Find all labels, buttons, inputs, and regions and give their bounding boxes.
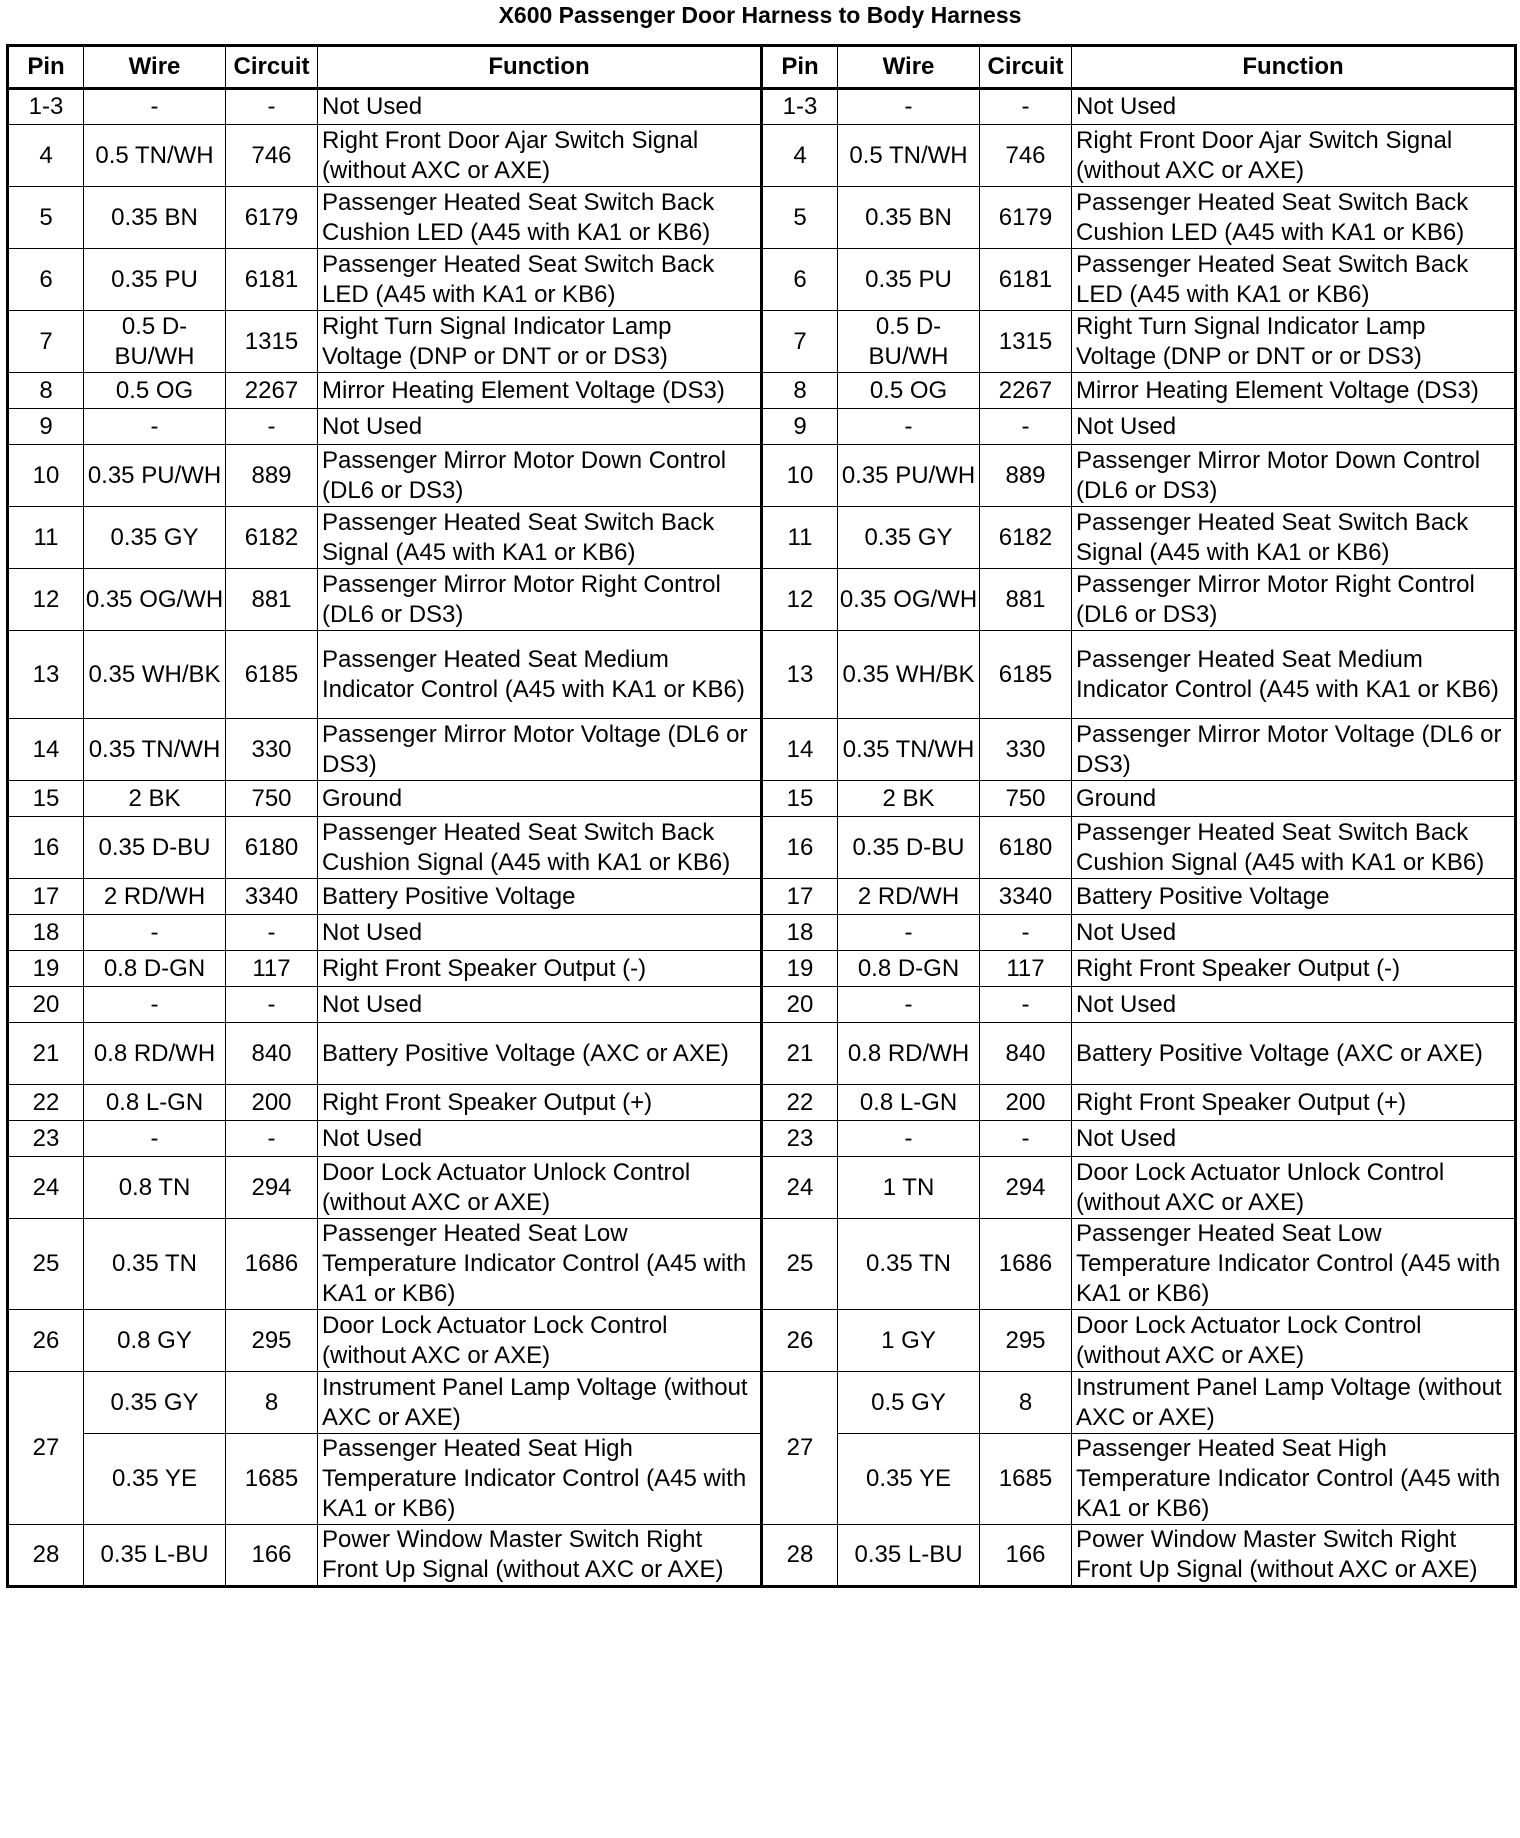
cell-function: Not Used	[1072, 89, 1516, 125]
cell-circuit: -	[226, 409, 318, 445]
cell-circuit: -	[226, 915, 318, 951]
cell-wire: 0.35 TN/WH	[84, 719, 226, 781]
cell-pin: 5	[762, 187, 838, 249]
cell-pin: 11	[762, 507, 838, 569]
cell-wire: 0.5 TN/WH	[838, 125, 980, 187]
cell-pin: 21	[762, 1023, 838, 1085]
cell-function: Not Used	[318, 409, 762, 445]
cell-function: Passenger Heated Seat Low Temperature Indicator Control (A45 with KA1 or KB6)	[1072, 1219, 1516, 1310]
cell-pin: 18	[762, 915, 838, 951]
cell-pin: 19	[762, 951, 838, 987]
cell-pin: 26	[762, 1310, 838, 1372]
cell-circuit: 881	[226, 569, 318, 631]
table-row	[8, 817, 1516, 879]
table-row	[8, 373, 1516, 409]
cell-circuit: 1685	[980, 1434, 1072, 1525]
cell-wire: 0.5 OG	[838, 373, 980, 409]
cell-pin: 9	[8, 409, 84, 445]
cell-pin: 20	[762, 987, 838, 1023]
col-header: Function	[1072, 46, 1516, 89]
cell-function: Not Used	[318, 987, 762, 1023]
cell-wire: -	[84, 409, 226, 445]
cell-circuit: 746	[980, 125, 1072, 187]
table-header-row	[8, 46, 1516, 89]
cell-circuit: 3340	[226, 879, 318, 915]
cell-circuit: -	[226, 987, 318, 1023]
cell-function: Passenger Heated Seat Low Temperature Indicator Control (A45 with KA1 or KB6)	[318, 1219, 762, 1310]
cell-wire: 0.35 TN	[838, 1219, 980, 1310]
cell-wire: 0.8 GY	[84, 1310, 226, 1372]
cell-wire: 0.35 BN	[84, 187, 226, 249]
cell-circuit: 1685	[226, 1434, 318, 1525]
table-row	[8, 507, 1516, 569]
cell-circuit: -	[226, 1121, 318, 1157]
table-row	[8, 1085, 1516, 1121]
table-row	[8, 1121, 1516, 1157]
cell-function: Not Used	[1072, 1121, 1516, 1157]
cell-function: Right Front Speaker Output (-)	[1072, 951, 1516, 987]
cell-pin: 4	[762, 125, 838, 187]
cell-function: Passenger Heated Seat High Temperature Indicator Control (A45 with KA1 or KB6)	[318, 1434, 762, 1525]
cell-circuit: 1315	[226, 311, 318, 373]
cell-circuit: 330	[980, 719, 1072, 781]
cell-pin: 24	[8, 1157, 84, 1219]
cell-circuit: 294	[226, 1157, 318, 1219]
cell-function: Passenger Heated Seat Medium Indicator Control (A45 with KA1 or KB6)	[1072, 631, 1516, 719]
cell-pin: 12	[8, 569, 84, 631]
cell-wire: 0.35 WH/BK	[838, 631, 980, 719]
cell-pin: 1-3	[8, 89, 84, 125]
cell-function: Not Used	[318, 915, 762, 951]
cell-wire: 0.35 PU	[84, 249, 226, 311]
col-header: Pin	[8, 46, 84, 89]
col-header: Function	[318, 46, 762, 89]
cell-wire: -	[838, 1121, 980, 1157]
cell-pin: 7	[762, 311, 838, 373]
cell-circuit: 2267	[980, 373, 1072, 409]
cell-wire: 0.5 GY	[838, 1372, 980, 1434]
cell-circuit: 1315	[980, 311, 1072, 373]
cell-circuit: -	[226, 89, 318, 125]
cell-wire: 0.35 D-BU	[838, 817, 980, 879]
cell-function: Passenger Heated Seat Switch Back Cushion LED (A45 with KA1 or KB6)	[1072, 187, 1516, 249]
cell-wire: -	[84, 987, 226, 1023]
cell-function: Passenger Heated Seat Switch Back Cushion Signal (A45 with KA1 or KB6)	[1072, 817, 1516, 879]
col-header: Wire	[838, 46, 980, 89]
cell-wire: 0.5 D-BU/WH	[838, 311, 980, 373]
cell-pin: 12	[762, 569, 838, 631]
cell-circuit: 750	[226, 781, 318, 817]
cell-function: Door Lock Actuator Unlock Control (without AXC or AXE)	[1072, 1157, 1516, 1219]
cell-wire: 0.35 BN	[838, 187, 980, 249]
cell-circuit: 6185	[226, 631, 318, 719]
cell-wire: 0.8 D-GN	[84, 951, 226, 987]
cell-pin: 10	[8, 445, 84, 507]
cell-circuit: 1686	[980, 1219, 1072, 1310]
table-row	[8, 409, 1516, 445]
cell-function: Passenger Heated Seat Switch Back LED (A45 with KA1 or KB6)	[318, 249, 762, 311]
table-row	[8, 125, 1516, 187]
cell-circuit: 294	[980, 1157, 1072, 1219]
cell-function: Passenger Mirror Motor Voltage (DL6 or DS3)	[318, 719, 762, 781]
cell-circuit: 295	[980, 1310, 1072, 1372]
table-row	[8, 719, 1516, 781]
cell-wire: 2 BK	[84, 781, 226, 817]
cell-function: Battery Positive Voltage (AXC or AXE)	[1072, 1023, 1516, 1085]
cell-pin: 23	[762, 1121, 838, 1157]
cell-function: Passenger Heated Seat Switch Back LED (A45 with KA1 or KB6)	[1072, 249, 1516, 311]
cell-function: Ground	[1072, 781, 1516, 817]
cell-wire: 0.8 D-GN	[838, 951, 980, 987]
cell-pin: 10	[762, 445, 838, 507]
cell-circuit: 8	[226, 1372, 318, 1434]
cell-pin: 20	[8, 987, 84, 1023]
cell-pin: 26	[8, 1310, 84, 1372]
cell-wire: -	[838, 987, 980, 1023]
table-row	[8, 311, 1516, 373]
cell-circuit: 6179	[980, 187, 1072, 249]
cell-circuit: 200	[226, 1085, 318, 1121]
cell-function: Not Used	[1072, 987, 1516, 1023]
cell-wire: 0.35 WH/BK	[84, 631, 226, 719]
cell-pin: 11	[8, 507, 84, 569]
table-row	[8, 915, 1516, 951]
cell-pin: 9	[762, 409, 838, 445]
table-row	[8, 249, 1516, 311]
cell-function: Passenger Heated Seat High Temperature Indicator Control (A45 with KA1 or KB6)	[1072, 1434, 1516, 1525]
cell-function: Right Front Door Ajar Switch Signal (without AXC or AXE)	[318, 125, 762, 187]
cell-wire: 0.8 RD/WH	[838, 1023, 980, 1085]
cell-circuit: 6185	[980, 631, 1072, 719]
cell-circuit: 881	[980, 569, 1072, 631]
cell-circuit: 117	[980, 951, 1072, 987]
table-row	[8, 987, 1516, 1023]
cell-wire: 0.5 OG	[84, 373, 226, 409]
cell-circuit: 6182	[226, 507, 318, 569]
cell-function: Passenger Heated Seat Switch Back Signal (A45 with KA1 or KB6)	[318, 507, 762, 569]
cell-function: Power Window Master Switch Right Front Up Signal (without AXC or AXE)	[318, 1525, 762, 1587]
cell-wire: 0.35 TN/WH	[838, 719, 980, 781]
cell-pin: 8	[762, 373, 838, 409]
cell-wire: 0.5 D-BU/WH	[84, 311, 226, 373]
cell-wire: 0.35 YE	[84, 1434, 226, 1525]
cell-pin: 14	[8, 719, 84, 781]
cell-wire: 0.8 L-GN	[84, 1085, 226, 1121]
cell-function: Door Lock Actuator Unlock Control (without AXC or AXE)	[318, 1157, 762, 1219]
cell-wire: 0.35 PU/WH	[84, 445, 226, 507]
cell-pin: 18	[8, 915, 84, 951]
table-row	[8, 445, 1516, 507]
cell-function: Battery Positive Voltage	[1072, 879, 1516, 915]
cell-function: Not Used	[1072, 915, 1516, 951]
cell-function: Passenger Heated Seat Switch Back Cushion LED (A45 with KA1 or KB6)	[318, 187, 762, 249]
cell-pin: 15	[8, 781, 84, 817]
cell-pin: 13	[8, 631, 84, 719]
cell-wire: 0.35 GY	[84, 507, 226, 569]
cell-circuit: 6181	[980, 249, 1072, 311]
table-row	[8, 1219, 1516, 1310]
cell-function: Not Used	[318, 89, 762, 125]
cell-function: Not Used	[1072, 409, 1516, 445]
cell-pin: 24	[762, 1157, 838, 1219]
cell-wire: 0.5 TN/WH	[84, 125, 226, 187]
cell-pin: 14	[762, 719, 838, 781]
cell-pin: 15	[762, 781, 838, 817]
cell-wire: 2 RD/WH	[838, 879, 980, 915]
cell-function: Passenger Mirror Motor Down Control (DL6 or DS3)	[318, 445, 762, 507]
cell-function: Right Turn Signal Indicator Lamp Voltage (DNP or DNT or or DS3)	[1072, 311, 1516, 373]
pinout-table	[6, 44, 1517, 1588]
cell-wire: 0.8 RD/WH	[84, 1023, 226, 1085]
table-row	[8, 951, 1516, 987]
cell-circuit: 6180	[980, 817, 1072, 879]
cell-pin: 28	[762, 1525, 838, 1587]
cell-circuit: 889	[980, 445, 1072, 507]
cell-function: Door Lock Actuator Lock Control (without AXC or AXE)	[318, 1310, 762, 1372]
table-row	[8, 781, 1516, 817]
cell-function: Instrument Panel Lamp Voltage (without AXC or AXE)	[318, 1372, 762, 1434]
cell-function: Right Front Speaker Output (+)	[1072, 1085, 1516, 1121]
cell-pin: 6	[762, 249, 838, 311]
cell-pin: 17	[762, 879, 838, 915]
col-header: Circuit	[226, 46, 318, 89]
cell-wire: 1 TN	[838, 1157, 980, 1219]
cell-function: Right Front Door Ajar Switch Signal (without AXC or AXE)	[1072, 125, 1516, 187]
cell-function: Right Turn Signal Indicator Lamp Voltage (DNP or DNT or or DS3)	[318, 311, 762, 373]
page-title: X600 Passenger Door Harness to Body Harness	[498, 2, 1022, 28]
cell-pin: 17	[8, 879, 84, 915]
cell-function: Passenger Mirror Motor Voltage (DL6 or DS3)	[1072, 719, 1516, 781]
cell-pin: 6	[8, 249, 84, 311]
cell-function: Passenger Mirror Motor Right Control (DL6 or DS3)	[318, 569, 762, 631]
cell-pin: 22	[762, 1085, 838, 1121]
cell-circuit: -	[980, 987, 1072, 1023]
cell-circuit: 330	[226, 719, 318, 781]
table-row	[8, 631, 1516, 719]
table-row	[8, 187, 1516, 249]
table-row	[8, 1525, 1516, 1587]
cell-wire: 0.8 TN	[84, 1157, 226, 1219]
cell-pin: 21	[8, 1023, 84, 1085]
cell-circuit: 889	[226, 445, 318, 507]
col-header: Pin	[762, 46, 838, 89]
cell-wire: -	[838, 89, 980, 125]
cell-circuit: 6182	[980, 507, 1072, 569]
cell-pin: 1-3	[762, 89, 838, 125]
cell-function: Passenger Heated Seat Switch Back Cushion Signal (A45 with KA1 or KB6)	[318, 817, 762, 879]
cell-circuit: 200	[980, 1085, 1072, 1121]
cell-pin: 7	[8, 311, 84, 373]
cell-circuit: 117	[226, 951, 318, 987]
cell-wire: 0.35 PU/WH	[838, 445, 980, 507]
cell-pin: 28	[8, 1525, 84, 1587]
cell-pin: 25	[8, 1219, 84, 1310]
cell-circuit: -	[980, 409, 1072, 445]
cell-wire: 0.35 GY	[84, 1372, 226, 1434]
cell-circuit: 166	[980, 1525, 1072, 1587]
cell-wire: -	[838, 915, 980, 951]
cell-circuit: 1686	[226, 1219, 318, 1310]
cell-pin: 8	[8, 373, 84, 409]
cell-function: Battery Positive Voltage (AXC or AXE)	[318, 1023, 762, 1085]
cell-circuit: -	[980, 915, 1072, 951]
table-row	[8, 1310, 1516, 1372]
cell-wire: -	[84, 915, 226, 951]
table-row	[8, 1157, 1516, 1219]
cell-pin: 5	[8, 187, 84, 249]
cell-function: Instrument Panel Lamp Voltage (without AXC or AXE)	[1072, 1372, 1516, 1434]
col-header: Circuit	[980, 46, 1072, 89]
cell-wire: 0.35 L-BU	[838, 1525, 980, 1587]
cell-circuit: 2267	[226, 373, 318, 409]
cell-circuit: 6181	[226, 249, 318, 311]
cell-function: Right Front Speaker Output (+)	[318, 1085, 762, 1121]
cell-wire: 2 RD/WH	[84, 879, 226, 915]
cell-circuit: -	[980, 89, 1072, 125]
cell-wire: -	[838, 409, 980, 445]
cell-function: Battery Positive Voltage	[318, 879, 762, 915]
cell-wire: 1 GY	[838, 1310, 980, 1372]
cell-wire: 0.35 GY	[838, 507, 980, 569]
cell-circuit: 295	[226, 1310, 318, 1372]
cell-circuit: 746	[226, 125, 318, 187]
cell-circuit: 840	[226, 1023, 318, 1085]
cell-function: Power Window Master Switch Right Front Up Signal (without AXC or AXE)	[1072, 1525, 1516, 1587]
cell-wire: 0.35 D-BU	[84, 817, 226, 879]
cell-wire: 0.35 OG/WH	[838, 569, 980, 631]
cell-function: Passenger Mirror Motor Right Control (DL6 or DS3)	[1072, 569, 1516, 631]
table-row	[8, 89, 1516, 125]
col-header: Wire	[84, 46, 226, 89]
table-row	[8, 569, 1516, 631]
cell-circuit: 750	[980, 781, 1072, 817]
cell-pin: 13	[762, 631, 838, 719]
cell-function: Passenger Heated Seat Switch Back Signal (A45 with KA1 or KB6)	[1072, 507, 1516, 569]
cell-circuit: 3340	[980, 879, 1072, 915]
table-row	[8, 879, 1516, 915]
cell-wire: -	[84, 1121, 226, 1157]
cell-wire: 2 BK	[838, 781, 980, 817]
cell-wire: 0.35 YE	[838, 1434, 980, 1525]
cell-pin: 19	[8, 951, 84, 987]
cell-pin: 22	[8, 1085, 84, 1121]
cell-circuit: 166	[226, 1525, 318, 1587]
cell-function: Door Lock Actuator Lock Control (without AXC or AXE)	[1072, 1310, 1516, 1372]
cell-pin: 16	[762, 817, 838, 879]
cell-circuit: 6179	[226, 187, 318, 249]
cell-function: Right Front Speaker Output (-)	[318, 951, 762, 987]
cell-pin: 25	[762, 1219, 838, 1310]
cell-wire: 0.35 TN	[84, 1219, 226, 1310]
cell-pin: 4	[8, 125, 84, 187]
cell-circuit: 6180	[226, 817, 318, 879]
table-row	[8, 1023, 1516, 1085]
cell-wire: 0.35 L-BU	[84, 1525, 226, 1587]
cell-function: Passenger Mirror Motor Down Control (DL6 or DS3)	[1072, 445, 1516, 507]
cell-pin: 27	[8, 1372, 84, 1525]
cell-wire: 0.8 L-GN	[838, 1085, 980, 1121]
cell-function: Not Used	[318, 1121, 762, 1157]
cell-pin: 16	[8, 817, 84, 879]
cell-function: Mirror Heating Element Voltage (DS3)	[318, 373, 762, 409]
cell-circuit: 840	[980, 1023, 1072, 1085]
cell-circuit: 8	[980, 1372, 1072, 1434]
cell-pin: 27	[762, 1372, 838, 1525]
cell-function: Ground	[318, 781, 762, 817]
cell-pin: 23	[8, 1121, 84, 1157]
cell-wire: -	[84, 89, 226, 125]
cell-function: Passenger Heated Seat Medium Indicator Control (A45 with KA1 or KB6)	[318, 631, 762, 719]
cell-wire: 0.35 PU	[838, 249, 980, 311]
cell-function: Mirror Heating Element Voltage (DS3)	[1072, 373, 1516, 409]
cell-wire: 0.35 OG/WH	[84, 569, 226, 631]
table-row	[8, 1372, 1516, 1434]
cell-circuit: -	[980, 1121, 1072, 1157]
